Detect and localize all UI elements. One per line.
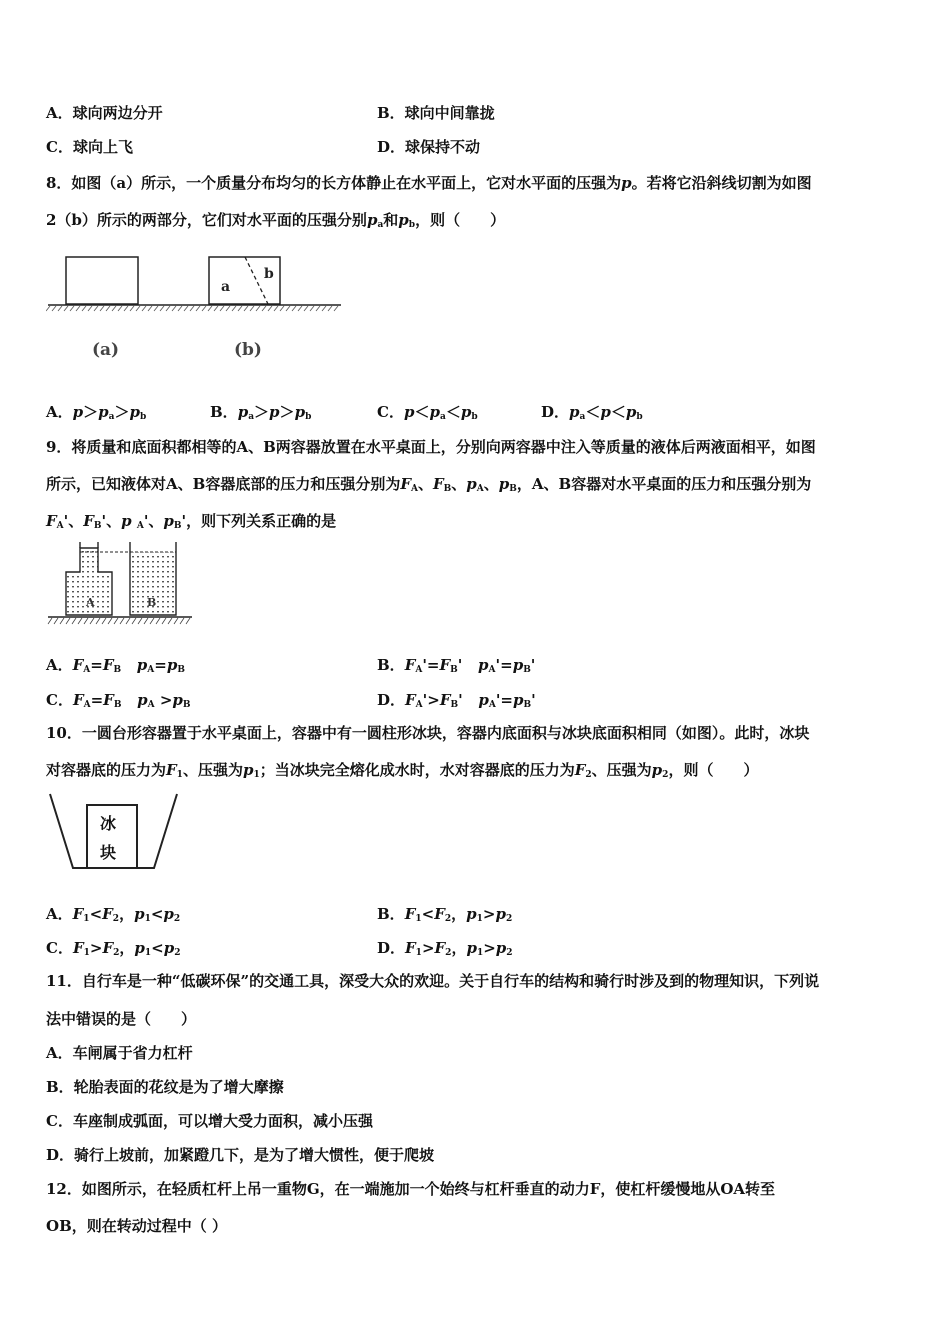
q8-fig-label-b: b xyxy=(264,266,274,282)
q12-stem-line1: 12．如图所示，在轻质杠杆上吊一重物G，在一端施加一个始终与杠杆垂直的动力F，使杠杆缓慢地从OA转至 xyxy=(46,1180,776,1198)
q10-option-b: B．$F_1<F_2$，$p_1>p_2$ xyxy=(377,905,513,924)
q8-option-c: C．$p<p_a<p_b$ xyxy=(377,403,478,422)
q7-option-c: C．球向上飞 xyxy=(46,138,133,156)
q10-stem-line2: 对容器底的压力为$F_1$、压强为$p_1$；当冰块完全熔化成水时，水对容器底的压力为$F_2$、压强为$p_2$，则（ ） xyxy=(46,761,759,780)
q9-fig-label-a: A xyxy=(86,596,95,609)
q9-stem-line1: 9．将质量和底面积都相等的A、B两容器放置在水平桌面上，分别向两容器中注入等质量的液体后两液面相平，如图 xyxy=(46,438,816,456)
q7-option-a: A．球向两边分开 xyxy=(46,104,163,122)
q8-stem-line2: 2（b）所示的两部分，它们对水平面的压强分别$p_a$和$p_b$，则（ ） xyxy=(46,211,506,230)
q8-figure xyxy=(46,252,346,367)
q9-option-c: C．$F_A=F_B$ $p_A >p_B$ xyxy=(46,691,191,710)
q10-option-a: A．$F_1<F_2$，$p_1<p_2$ xyxy=(46,905,181,924)
q9-option-d: D．$F_A'>F_B'$ $p_A'=p_B'$ xyxy=(377,691,536,710)
q9-figure xyxy=(46,540,196,630)
q11-option-d: D．骑行上坡前，加紧蹬几下，是为了增大惯性，便于爬坡 xyxy=(46,1146,435,1164)
q10-option-c: C．$F_1>F_2$，$p_1<p_2$ xyxy=(46,939,181,958)
q11-stem-line2: 法中错误的是（ ） xyxy=(46,1010,197,1028)
q10-option-d: D．$F_1>F_2$，$p_1>p_2$ xyxy=(377,939,513,958)
q7-option-d: D．球保持不动 xyxy=(377,138,481,156)
q11-option-a: A．车闸属于省力杠杆 xyxy=(46,1044,193,1062)
q9-fig-label-b: B xyxy=(147,596,157,609)
q8-fig-label-a: a xyxy=(221,279,231,295)
q8-option-d: D．$p_a<p<p_b$ xyxy=(541,403,643,422)
q11-stem-line1: 11．自行车是一种“低碳环保”的交通工具，深受大众的欢迎。关于自行车的结构和骑行时涉及到的物理知识，下列说 xyxy=(46,972,820,990)
q9-stem-line2: 所示，已知液体对A、B容器底部的压力和压强分别为$F_A$、$F_B$、$p_A$、$p_B$，A、B容器对水平桌面的压力和压强分别为 xyxy=(46,475,812,494)
q12-stem-line2: OB，则在转动过程中（ ） xyxy=(46,1217,227,1235)
q10-figure xyxy=(46,788,181,873)
q11-option-c: C．车座制成弧面，可以增大受力面积，减小压强 xyxy=(46,1112,373,1130)
q8-option-b: B．$p_a>p>p_b$ xyxy=(210,403,312,422)
q8-option-a: A．$p>p_a>p_b$ xyxy=(46,403,147,422)
q8-fig-caption-a: (a) xyxy=(92,340,120,360)
q9-stem-line3: $F_A'$、$F_B'$、p $_A$'、$p_B'$，则下列关系正确的是 xyxy=(46,512,337,531)
q8-stem-line1: 8．如图（a）所示，一个质量分布均匀的长方体静止在水平面上，它对水平面的压强为p。若将它沿斜线切割为如图 xyxy=(46,174,812,192)
q10-stem-line1: 10．一圆台形容器置于水平桌面上，容器中有一圆柱形冰块，容器内底面积与冰块底面积相同（如图）。此时，冰块 xyxy=(46,724,810,742)
q10-ice-char2: 块 xyxy=(100,843,117,862)
q8-fig-caption-b: (b) xyxy=(234,340,262,360)
q11-option-b: B．轮胎表面的花纹是为了增大摩擦 xyxy=(46,1078,284,1096)
q10-ice-char1: 冰 xyxy=(100,814,117,833)
q7-option-b: B．球向中间靠拢 xyxy=(377,104,495,122)
q9-option-b: B．$F_A'=F_B'$ $p_A'=p_B'$ xyxy=(377,656,536,675)
q9-option-a: A．$F_A=F_B$ $p_A=p_B$ xyxy=(46,656,185,675)
